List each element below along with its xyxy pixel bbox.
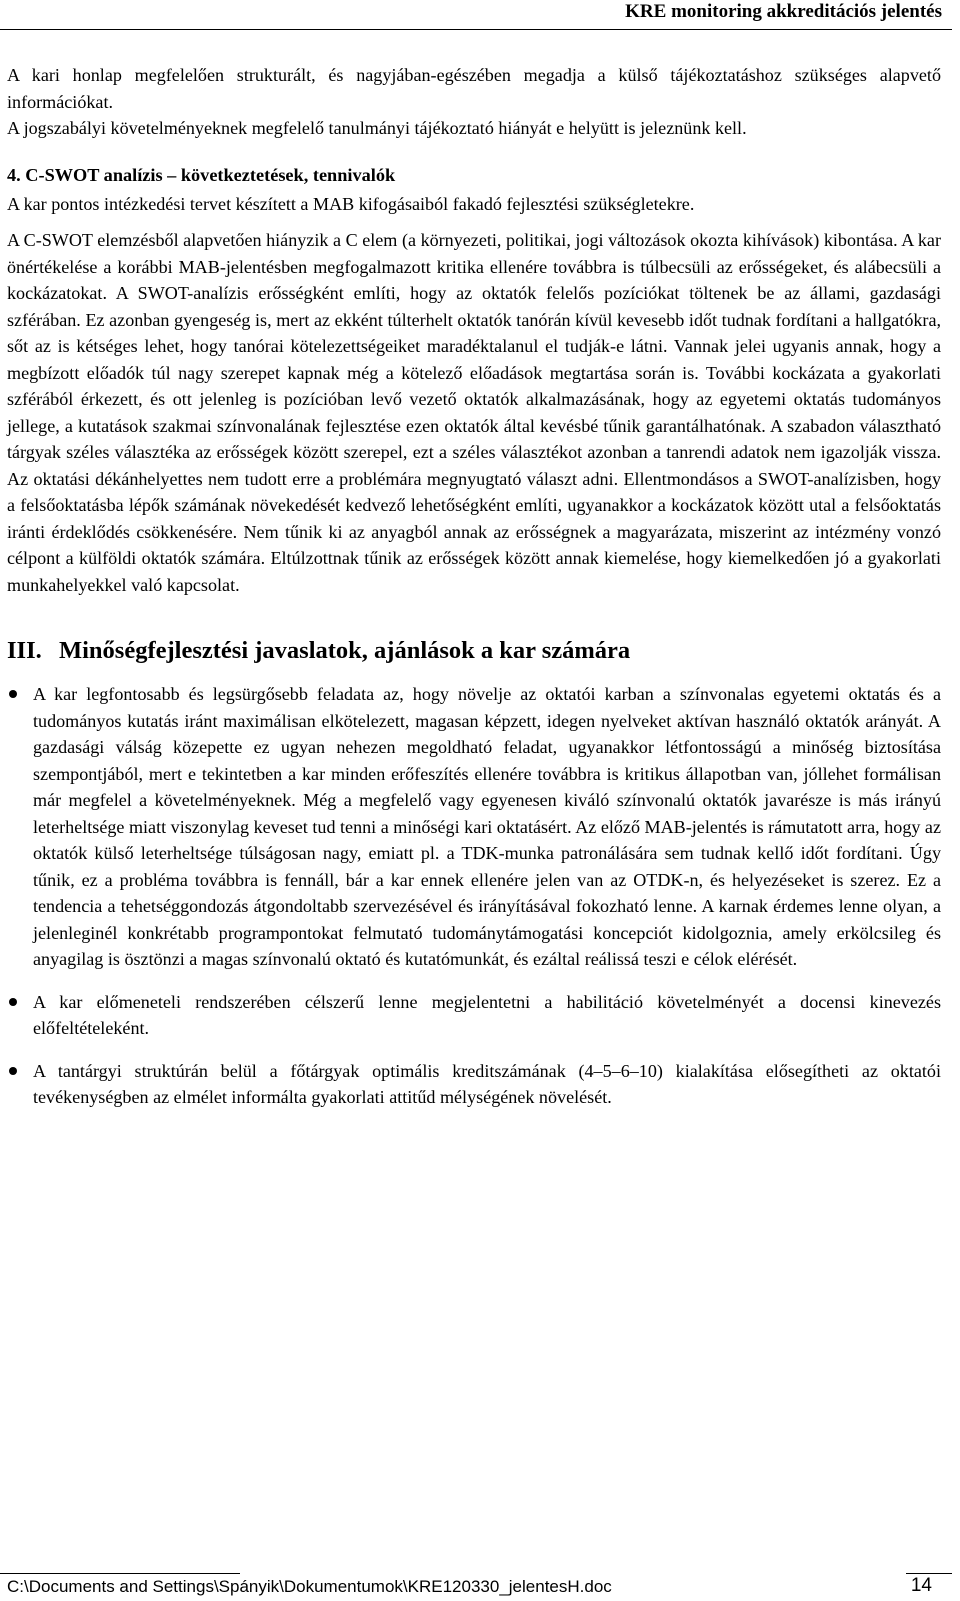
section-heading: 4. C-SWOT analízis – következtetések, tennivalók [7,164,396,185]
list-item-text: A kar legfontosabb és legsürgősebb feladata az, hogy növelje az oktatói karban a színvonalas egyetemi oktatás és a tudományos kutatás iránt maximálisan elkötelezett, magasan képzett, idegen nyelveket aktívan használó oktatók arányát. A gazdasági válság közepette ez ugyan nehezen megoldható feladat, ugyanakkor létfontosságú a minőség biztosítása szempontjából, mert e tekintetben a kar minden erőfeszítés ellenére továbbra is kritikus állapotban van, jóllehet formálisan már megfelel a követelményeknek. Még a megfelelő vagy egyenesen kiváló színvonalú oktatók javarésze is más irányú leterheltsége miatt viszonylag keveset tud tenni a minőségi kari oktatásért. Az előző MAB-jelentés is rámutatott arra, hogy az oktatók külső leterheltsége túlságosan nagy, emiatt pl. a TDK-munka patronálására sem tudnak kellő időt fordítani. Úgy tűnik, ez a probléma továbbra is fennáll, bár a kar ennek ellenére jelen van az OTDK-n, és helyezéseket is szerez. Ez a tendencia a tehetséggondozás átgondoltabb szervezésével és irányításával fokozható lenne. A karnak érdemes lenne olyan, a jelenleginél konkrétabb programpontokat felmutató tudománytámogatási koncepciót kidolgoznia, amely erkölcsileg és anyagilag is ösztönzi a magas színvonalú oktató és kutatómunkát, és ezáltal reálissá teszi e célok elérését. [33,684,941,969]
footer-file-path: C:\Documents and Settings\Spányik\Dokumentumok\KRE120330_jelentesH.doc [7,1577,612,1596]
chapter-number: III. [7,637,42,664]
page-footer [0,1573,952,1601]
intro-paragraph: A jogszabályi követelményeknek megfelelő tanulmányi tájékoztató hiányát e helyütt is jeleznünk kell. [7,118,747,138]
chapter-heading [7,636,941,666]
bullet-dot-icon [9,1067,17,1075]
chapter-title: Minőségfejlesztési javaslatok, ajánlások a kar számára [59,637,631,664]
list-item [7,681,941,973]
section-paragraph: A kar pontos intézkedési tervet készített a MAB kifogásaiból fakadó fejlesztési szükségletekre. [7,193,695,214]
intro-block [7,62,941,142]
page-header [0,0,952,30]
recommendation-list [7,681,941,1111]
header-title: KRE monitoring akkreditációs jelentés [625,1,942,22]
page-content [7,62,941,1127]
bullet-dot-icon [9,690,17,698]
intro-paragraph: A kari honlap megfelelően strukturált, és nagyjában-egészében megadja a külső tájékoztatáshoz szükséges alapvető információkat. [7,65,941,112]
footer-divider [0,1573,240,1574]
bullet-dot-icon [9,998,17,1006]
list-item-text: A kar előmeneteli rendszerében célszerű lenne megjelentetni a habilitáció követelményét a docensi kinevezés előfeltételeként. [33,991,941,1038]
list-item [7,989,941,1042]
section-paragraph: A C-SWOT elemzésből alapvetően hiányzik a C elem (a környezeti, politikai, jogi változások okozta kihívások) kibontása. A kar önértékelése a korábbi MAB-jelentésben megfogalmazott kritika ellenére továbbra is túlbecsüli az erősségeket, és alábecsüli a kockázatokat. A SWOT-analízis erősségként említi, hogy az oktatók felelős pozíciókat töltenek be az állami, gazdasági szférában. Ez azonban gyengeség is, mert az ekként túlterhelt oktatók tanórán kívül kevesebb időt tudnak fordítani a hallgatókra, sőt az is kétséges lehet, hogy tanórai kötelezettségeiket maradéktalanul el tudják-e látni. Vannak jelei ugyanis annak, hogy a megbízott előadók túl nagy szerepet kapnak még a kötelező előadások megtartása során is. További kockázata a gyakorlati szférából érkezett, és ott jelenleg is pozícióban levő vezető oktatók alkalmazásának, hogy az egyetemi oktatás tudományos jellege, a kutatások szakmai színvonalának fejlesztése ezen oktatók által kevésbé tűnik garantálhatónak. A szabadon választható tárgyak széles választéka az erősségek között szerepel, ezt a széles választékot azonban a tanrendi adatok nem igazolják vissza. Az oktatási dékánhelyettes nem tudott erre a problémára megnyugtató választ adni. Ellentmondásos a SWOT-analízisben, hogy a felsőoktatásba lépők számának növekedését kedvező lehetőségként említi, ugyanakkor a kockázatok között utal a felsőoktatás iránti érdeklődés csökkenésére. Nem tűnik ki az anyagból annak az erősségnek a magyarázata, miszerint az intézmény vonzó célpont a külföldi oktatók számára. Eltúlzottnak tűnik az erősségek között annak kiemelése, hogy kiemelkedően jó a gyakorlati munkahelyekkel való kapcsolat. [7,230,941,595]
list-item-text: A tantárgyi struktúrán belül a főtárgyak optimális kreditszámának (4–5–6–10) kialakítása elősegítheti az oktatói tevékenységben az elmélet informálta gyakorlati attitűd mélységének növelését. [33,1060,941,1107]
page-number: 14 [910,1575,932,1596]
list-item [7,1058,941,1111]
